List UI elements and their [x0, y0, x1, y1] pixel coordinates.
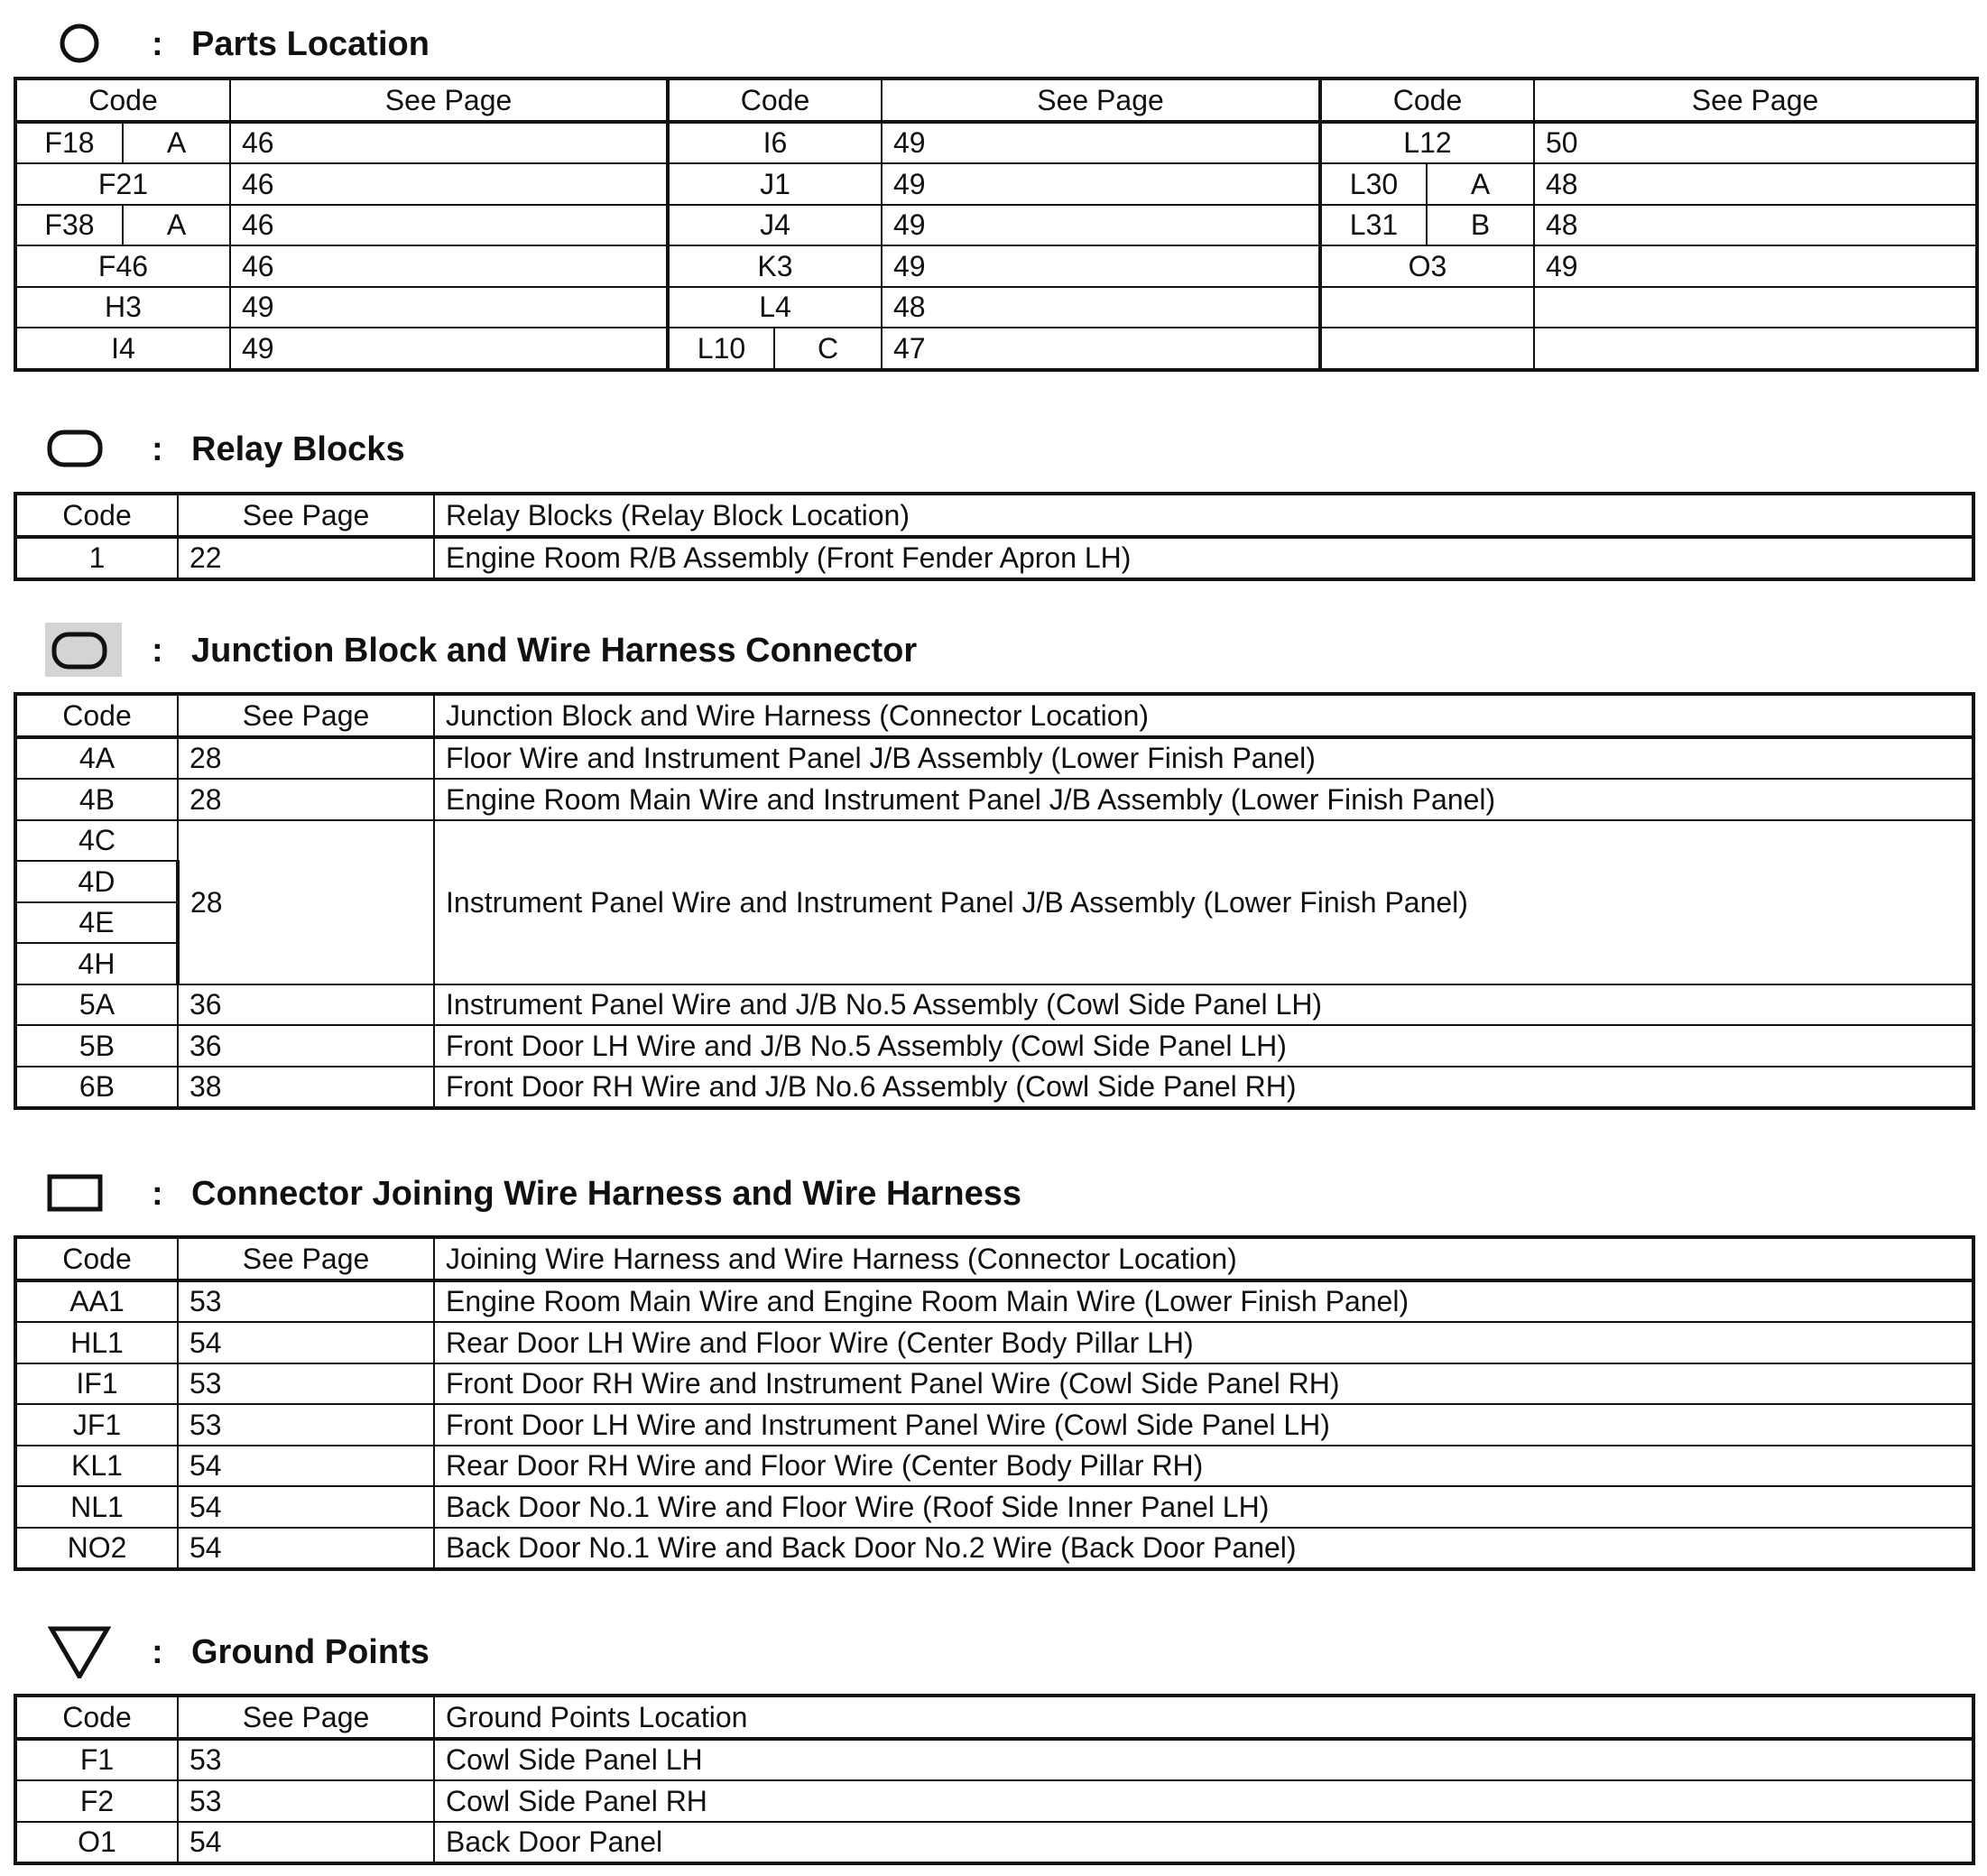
code-cell: L4 [668, 287, 882, 328]
junction-block-table [14, 692, 1975, 1110]
page-cell: 48 [1534, 163, 1977, 205]
table-row [15, 1363, 1973, 1405]
page-cell: 47 [882, 328, 1320, 370]
see-page-header: See Page [178, 1237, 434, 1280]
code-cell: NL1 [15, 1486, 178, 1528]
code-cell: O3 [1320, 245, 1534, 287]
connector-joining-table [14, 1235, 1975, 1571]
code-cell: HL1 [15, 1322, 178, 1363]
page-cell: 53 [178, 1780, 434, 1822]
page-cell: 49 [882, 205, 1320, 246]
section-colon: : [152, 1175, 163, 1213]
description-header: Joining Wire Harness and Wire Harness (Connector Location) [434, 1237, 1973, 1280]
code-cell: F38 [15, 205, 123, 246]
description-cell: Rear Door LH Wire and Floor Wire (Center Body Pillar LH) [434, 1322, 1973, 1363]
description-cell: Instrument Panel Wire and Instrument Panel J/B Assembly (Lower Finish Panel) [434, 820, 1973, 984]
table-row [15, 537, 1973, 580]
description-cell: Engine Room Main Wire and Instrument Panel J/B Assembly (Lower Finish Panel) [434, 779, 1973, 820]
ground-points-table [14, 1694, 1975, 1865]
page-cell: 54 [178, 1322, 434, 1363]
table-row [15, 163, 1977, 205]
table-row [15, 1280, 1973, 1323]
page-cell: 38 [178, 1067, 434, 1109]
page-cell [1534, 328, 1977, 370]
connector-joining-header [0, 1166, 1444, 1220]
page-cell: 53 [178, 1739, 434, 1781]
table-row [15, 1528, 1973, 1570]
code-cell: F2 [15, 1780, 178, 1822]
code-cell: AA1 [15, 1280, 178, 1323]
page-cell: 49 [230, 287, 668, 328]
code-cell: L12 [1320, 122, 1534, 164]
code-header: Code [15, 1696, 178, 1739]
code-sub-cell: A [123, 122, 230, 164]
circle-icon [45, 16, 144, 70]
section-colon: : [152, 632, 163, 670]
description-header: Junction Block and Wire Harness (Connector Location) [434, 694, 1973, 737]
description-cell: Cowl Side Panel LH [434, 1739, 1973, 1781]
section-colon: : [152, 1633, 163, 1671]
see-page-header: See Page [882, 79, 1320, 122]
page-cell: 49 [882, 163, 1320, 205]
description-header: Ground Points Location [434, 1696, 1973, 1739]
description-cell: Back Door No.1 Wire and Floor Wire (Roof Side Inner Panel LH) [434, 1486, 1973, 1528]
code-cell: 6B [15, 1067, 178, 1109]
section-title: Ground Points [191, 1633, 430, 1671]
description-cell: Front Door LH Wire and J/B No.5 Assembly (Cowl Side Panel LH) [434, 1025, 1973, 1067]
description-cell: Floor Wire and Instrument Panel J/B Assembly (Lower Finish Panel) [434, 737, 1973, 780]
code-header: Code [15, 1237, 178, 1280]
table-row [15, 1067, 1973, 1109]
code-sub-cell: C [774, 328, 882, 370]
page-cell: 54 [178, 1528, 434, 1570]
code-sub-cell: A [123, 205, 230, 246]
description-cell: Back Door Panel [434, 1822, 1973, 1864]
code-cell: 4E [15, 902, 178, 944]
code-cell: 1 [15, 537, 178, 580]
page-cell: 53 [178, 1404, 434, 1446]
table-row [15, 1404, 1973, 1446]
page-cell: 53 [178, 1363, 434, 1405]
table-header-row [15, 494, 1973, 537]
section-title: Connector Joining Wire Harness and Wire Harness [191, 1175, 1021, 1213]
section-title: Relay Blocks [191, 430, 405, 468]
rounded-rect-icon [45, 421, 144, 476]
table-header-row [15, 79, 1977, 122]
code-cell: F18 [15, 122, 123, 164]
code-cell: L31 [1320, 205, 1427, 246]
table-row [15, 1822, 1973, 1864]
ground-points-header [0, 1624, 1444, 1678]
table-row [15, 122, 1977, 164]
code-cell: I4 [15, 328, 230, 370]
description-cell: Engine Room R/B Assembly (Front Fender Apron LH) [434, 537, 1973, 580]
page-cell: 22 [178, 537, 434, 580]
section-title: Parts Location [191, 25, 430, 63]
page-cell: 36 [178, 1025, 434, 1067]
table-row [15, 1739, 1973, 1781]
code-cell [1320, 287, 1534, 328]
page-cell: 28 [178, 737, 434, 780]
junction-block-header [0, 623, 1444, 677]
parts-location-header [0, 16, 1444, 70]
page-cell: 54 [178, 1486, 434, 1528]
code-cell: F1 [15, 1739, 178, 1781]
table-row [15, 245, 1977, 287]
page-cell: 49 [230, 328, 668, 370]
section-colon: : [152, 25, 163, 63]
code-cell: J4 [668, 205, 882, 246]
table-row [15, 1025, 1973, 1067]
see-page-header: See Page [230, 79, 668, 122]
code-cell: I6 [668, 122, 882, 164]
table-row [15, 205, 1977, 246]
page-cell [1534, 287, 1977, 328]
see-page-header: See Page [178, 494, 434, 537]
code-cell: 5A [15, 984, 178, 1026]
code-sub-cell: A [1427, 163, 1534, 205]
description-cell: Engine Room Main Wire and Engine Room Main Wire (Lower Finish Panel) [434, 1280, 1973, 1323]
code-cell: F21 [15, 163, 230, 205]
description-cell: Front Door RH Wire and Instrument Panel Wire (Cowl Side Panel RH) [434, 1363, 1973, 1405]
code-cell: K3 [668, 245, 882, 287]
page-cell: 48 [1534, 205, 1977, 246]
page-cell: 53 [178, 1280, 434, 1323]
page-cell: 49 [882, 122, 1320, 164]
table-header-row [15, 1237, 1973, 1280]
code-header: Code [15, 494, 178, 537]
table-row [15, 287, 1977, 328]
section-colon: : [152, 430, 163, 468]
description-cell: Instrument Panel Wire and J/B No.5 Assembly (Cowl Side Panel LH) [434, 984, 1973, 1026]
code-cell: NO2 [15, 1528, 178, 1570]
table-row [15, 1780, 1973, 1822]
code-cell: 5B [15, 1025, 178, 1067]
code-cell: 4A [15, 737, 178, 780]
description-cell: Front Door LH Wire and Instrument Panel Wire (Cowl Side Panel LH) [434, 1404, 1973, 1446]
page-cell: 46 [230, 122, 668, 164]
code-cell: L10 [668, 328, 774, 370]
table-row [15, 1322, 1973, 1363]
page-cell: 54 [178, 1822, 434, 1864]
code-header: Code [668, 79, 882, 122]
code-cell: J1 [668, 163, 882, 205]
table-header-row [15, 694, 1973, 737]
table-row [15, 1486, 1973, 1528]
code-cell: 4H [15, 943, 178, 984]
code-header: Code [15, 79, 230, 122]
page-cell: 46 [230, 163, 668, 205]
table-row [15, 737, 1973, 780]
page-cell: 49 [882, 245, 1320, 287]
code-cell: O1 [15, 1822, 178, 1864]
relay-blocks-table [14, 492, 1975, 581]
section-title: Junction Block and Wire Harness Connector [191, 632, 918, 670]
code-cell: KL1 [15, 1446, 178, 1487]
see-page-header: See Page [1534, 79, 1977, 122]
code-cell: IF1 [15, 1363, 178, 1405]
code-cell: JF1 [15, 1404, 178, 1446]
description-cell: Rear Door RH Wire and Floor Wire (Center Body Pillar RH) [434, 1446, 1973, 1487]
table-header-row [15, 1696, 1973, 1739]
code-header: Code [15, 694, 178, 737]
code-cell: 4C [15, 820, 178, 862]
page-cell: 49 [1534, 245, 1977, 287]
code-cell [1320, 328, 1534, 370]
table-row [15, 328, 1977, 370]
rectangle-icon [45, 1166, 144, 1220]
code-sub-cell: B [1427, 205, 1534, 246]
see-page-header: See Page [178, 694, 434, 737]
code-cell: H3 [15, 287, 230, 328]
code-cell: 4B [15, 779, 178, 820]
page-cell: 54 [178, 1446, 434, 1487]
page-cell: 50 [1534, 122, 1977, 164]
code-cell: 4D [15, 861, 178, 902]
table-row [15, 779, 1973, 820]
description-cell: Front Door RH Wire and J/B No.6 Assembly (Cowl Side Panel RH) [434, 1067, 1973, 1109]
triangle-down-icon [45, 1624, 144, 1678]
shaded-rounded-rect-icon [45, 623, 144, 677]
table-row [15, 1446, 1973, 1487]
code-cell: L30 [1320, 163, 1427, 205]
page-cell: 46 [230, 245, 668, 287]
relay-blocks-header [0, 421, 1444, 476]
parts-location-table [14, 77, 1979, 372]
page-cell: 46 [230, 205, 668, 246]
page-cell: 28 [178, 820, 434, 984]
page-cell: 48 [882, 287, 1320, 328]
table-row [15, 984, 1973, 1026]
code-cell: F46 [15, 245, 230, 287]
page-cell: 28 [178, 779, 434, 820]
page-cell: 36 [178, 984, 434, 1026]
table-row [15, 820, 1973, 862]
description-cell: Back Door No.1 Wire and Back Door No.2 Wire (Back Door Panel) [434, 1528, 1973, 1570]
code-header: Code [1320, 79, 1534, 122]
description-header: Relay Blocks (Relay Block Location) [434, 494, 1973, 537]
see-page-header: See Page [178, 1696, 434, 1739]
description-cell: Cowl Side Panel RH [434, 1780, 1973, 1822]
